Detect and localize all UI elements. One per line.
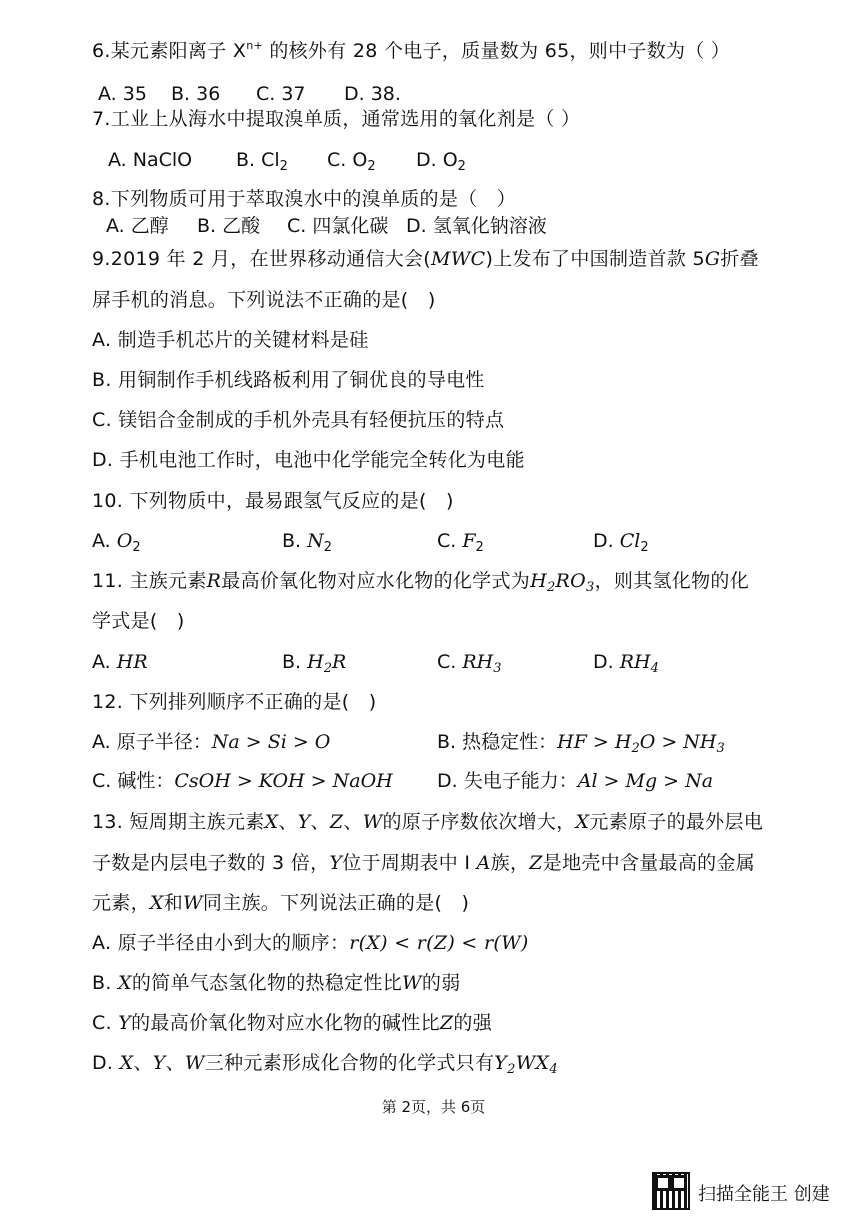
q10-stem: 10. 下列物质中，最易跟氢气反应的是( ) [92, 490, 454, 512]
q7-options [0, 147, 867, 173]
q6-option-c: C. 37 [256, 83, 306, 105]
q9-option-b: B. 用铜制作手机线路板利用了铜优良的导电性 [92, 369, 485, 391]
q7-option-d: D. $O_2$ [416, 149, 466, 174]
q6-option-a: A. 35 [98, 83, 147, 105]
q11-stem-line1: 11. 主族元素R最高价氧化物对应水化物的化学式为$H_2RO_3$，则其氢化物的化 [92, 570, 749, 595]
q6-option-d: D. 38. [344, 83, 401, 105]
q9-option-a: A. 制造手机芯片的关键材料是硅 [92, 329, 369, 351]
q8-option-b: B. 乙酸 [197, 215, 261, 237]
q11-stem-line2: 学式是( ) [92, 610, 185, 632]
q13-stem-line3: 元素，X和W同主族。下列说法正确的是( ) [92, 892, 470, 914]
q13-stem-line2: 子数是内层电子数的 3 倍，Y位于周期表中 Ⅰ A族，Z是地壳中含量最高的金属 [92, 852, 756, 874]
q11-option-a: A. HR [92, 651, 148, 673]
q13-option-b: B. X的简单气态氢化物的热稳定性比W的弱 [92, 972, 461, 994]
q7-option-b: B. $Cl_2$ [236, 149, 288, 174]
q8-stem: 8.下列物质可用于萃取溴水中的溴单质的是（ ） [92, 188, 517, 210]
q12-option-b: B. 热稳定性：HF > $H_2O > NH_3$ [437, 731, 725, 756]
q12-options-row2 [0, 768, 867, 794]
q7-option-c: C. $O_2$ [327, 149, 376, 174]
q9-stem-line2: 屏手机的消息。下列说法不正确的是( ) [92, 289, 436, 311]
q11-option-c: C. $RH_3$ [437, 651, 502, 676]
q12-option-a: A. 原子半径：Na > Si > O [92, 731, 331, 753]
q8-option-d: D. 氢氧化钠溶液 [406, 215, 547, 237]
q13-stem-line1: 13. 短周期主族元素X、Y、Z、W的原子序数依次增大，X元素原子的最外层电 [92, 811, 764, 833]
qr-code-icon [652, 1172, 690, 1210]
q10-option-a: A. $O_2$ [92, 530, 141, 555]
q8-option-c: C. 四氯化碳 [287, 215, 389, 237]
q13-option-c: C. Y的最高价氧化物对应水化物的碱性比Z的强 [92, 1012, 493, 1034]
q10-option-b: B. $N_2$ [282, 530, 333, 555]
q8-option-a: A. 乙醇 [106, 215, 169, 237]
q7-stem: 7.工业上从海水中提取溴单质，通常选用的氧化剂是（ ） [92, 108, 581, 130]
q12-option-d: D. 失电子能力：Al > Mg > Na [437, 770, 714, 792]
q12-stem: 12. 下列排列顺序不正确的是( ) [92, 691, 377, 713]
q8-options [0, 213, 867, 239]
q13-option-a: A. 原子半径由小到大的顺序：r(X) < r(Z) < r(W) [92, 932, 529, 954]
q13-option-d: D. X、Y、W三种元素形成化合物的化学式只有$Y_2WX_4$ [92, 1052, 558, 1077]
scanner-watermark: 扫描全能王 创建 [698, 1184, 830, 1205]
q10-option-d: D. $Cl_2$ [593, 530, 649, 555]
q6-stem: 6.某元素阳离子 $X^{n+}$ 的核外有 28 个电子，质量数为 65，则中子数为（ ） [92, 39, 731, 62]
q11-option-b: B. $H_2R$ [282, 651, 347, 676]
page-number: 第 2页，共 6页 [381, 1098, 486, 1116]
q9-option-c: C. 镁铝合金制成的手机外壳具有轻便抗压的特点 [92, 409, 505, 431]
q12-options-row1 [0, 729, 867, 755]
q12-option-c: C. 碱性：CsOH > KOH > NaOH [92, 770, 393, 792]
q11-options [0, 649, 867, 675]
q9-stem-line1: 9.2019 年 2 月，在世界移动通信大会(MWC)上发布了中国制造首款 5G折叠 [92, 248, 759, 270]
q10-options [0, 528, 867, 554]
q6-option-b: B. 36 [171, 83, 221, 105]
q11-option-d: D. $RH_4$ [593, 651, 659, 676]
q7-option-a: A. NaClO [108, 149, 193, 171]
q6-options [0, 81, 867, 107]
q9-option-d: D. 手机电池工作时，电池中化学能完全转化为电能 [92, 449, 525, 471]
q10-option-c: C. $F_2$ [437, 530, 484, 555]
